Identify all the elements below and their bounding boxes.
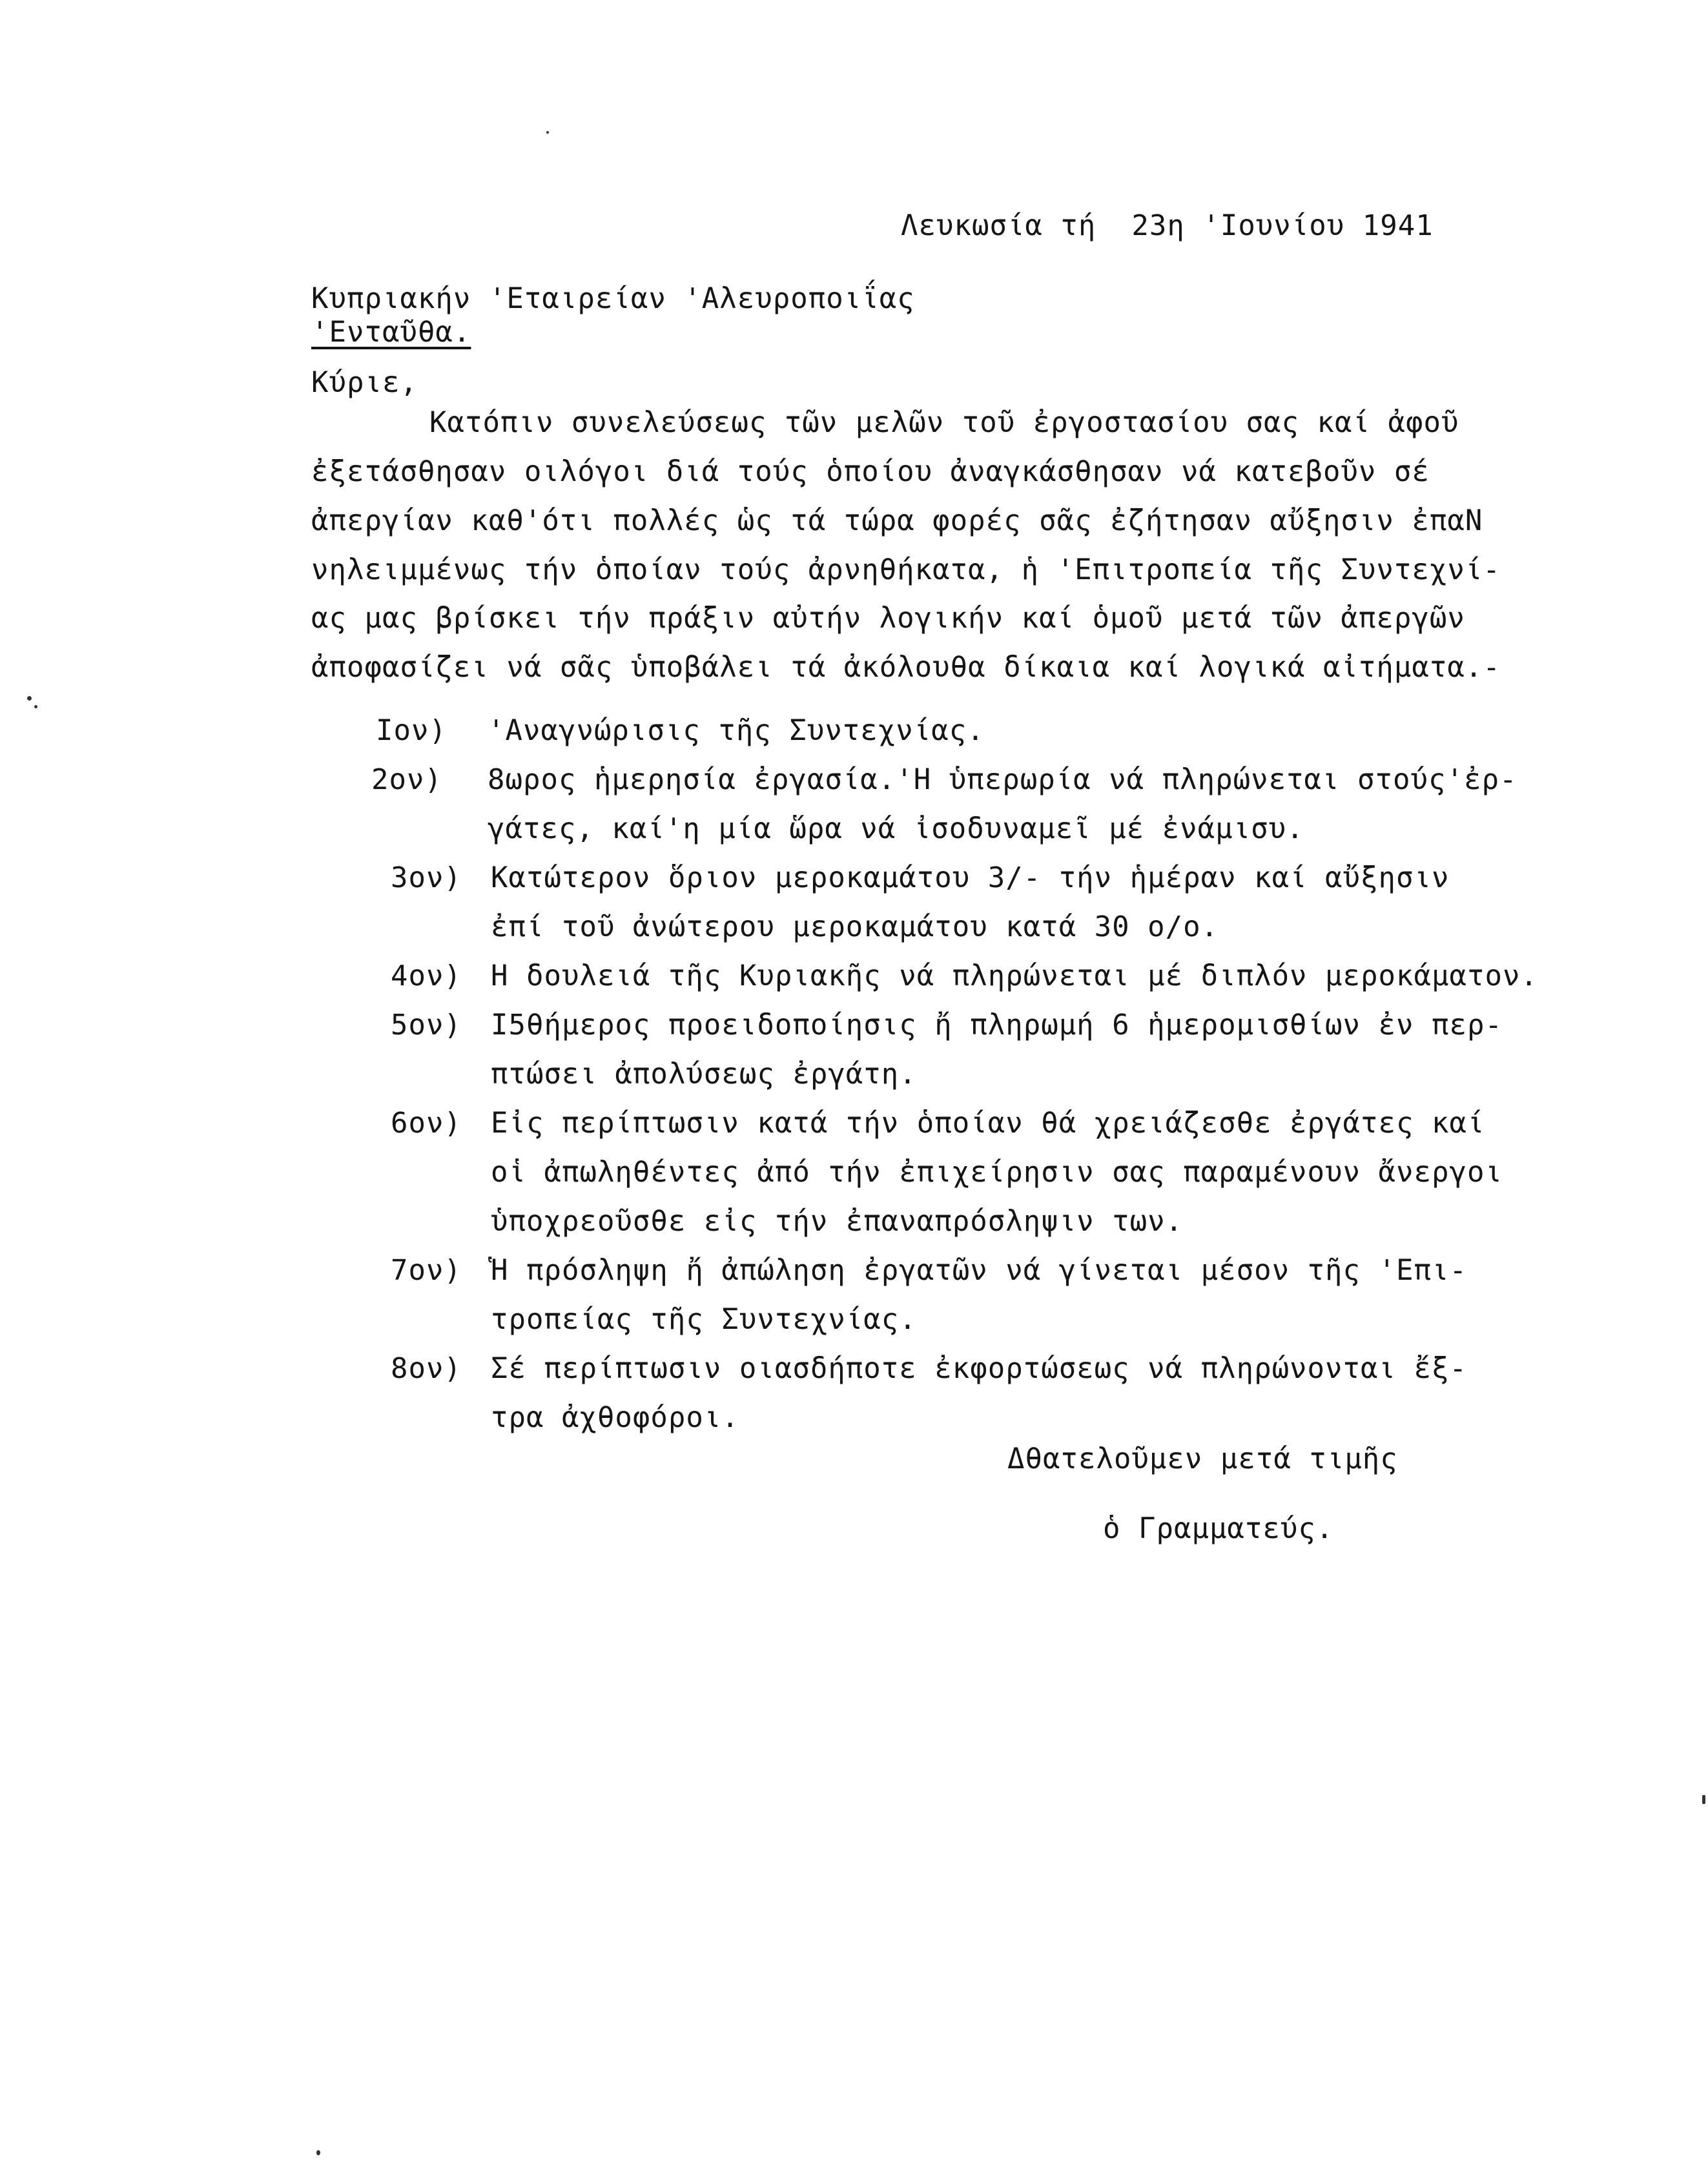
demand-number: 4ον): [391, 959, 462, 992]
scan-speck: [546, 131, 549, 134]
demand-number: 8ον): [391, 1352, 462, 1385]
recipient-line-1: Κυπριακήν 'Εταιρείαν 'Αλευροποιΐας: [311, 282, 915, 315]
demand-text: Κατώτερον ὅριον μεροκαμάτου 3/- τήν ἡμέραν καί αὔξησιν: [491, 861, 1450, 894]
demand-text: 'Αναγνώρισις τῆς Συντεχνίας.: [488, 714, 985, 747]
body-line: νηλειμμένως τήν ὁποίαν τούς ἀρνηθήκατα, ἡ 'Επιτροπεία τῆς Συντεχνί-: [311, 553, 1501, 586]
demand-text: Εἰς περίπτωσιν κατά τήν ὁποίαν θά χρειάζεσθε ἐργάτες καί: [491, 1107, 1485, 1140]
date-line: Λευκωσία τή 23η 'Ιουνίου 1941: [901, 209, 1434, 242]
body-line: ἀπεργίαν καθ'ότι πολλές ὡς τά τώρα φορές σᾶς ἐζήτησαν αὔξησιν ἐπαΝ: [311, 504, 1483, 537]
scan-speck: [1702, 1795, 1705, 1804]
demand-text: πτώσει ἀπολύσεως ἐργάτη.: [491, 1058, 917, 1091]
body-line: ας μας βρίσκει τήν πράξιν αὐτήν λογικήν καί ὁμοῦ μετά τῶν ἀπεργῶν: [311, 602, 1465, 635]
salutation: Κύριε,: [311, 366, 418, 399]
demand-text: 8ωρος ἡμερησία ἐργασία.'Η ὑπερωρία νά πληρώνεται στούς'ἐρ-: [488, 763, 1518, 796]
demand-text: ἐπί τοῦ ἀνώτερου μεροκαμάτου κατά 30 ο/ο.: [491, 910, 1219, 943]
demand-text: οἱ ἀπωληθέντες ἀπό τήν ἐπιχείρησιν σας παραμένουν ἄνεργοι: [491, 1156, 1503, 1189]
scan-speck: [316, 2150, 320, 2155]
demand-number: 3ον): [391, 861, 462, 894]
recipient-line-2: 'Ενταῦθα.: [311, 316, 471, 349]
scan-speck: [27, 696, 32, 701]
body-line: Κατόπιν συνελεύσεως τῶν μελῶν τοῦ ἐργοστασίου σας καί ἀφοῦ: [429, 406, 1459, 439]
demand-number: 6ον): [391, 1107, 462, 1140]
scan-speck: [34, 705, 37, 708]
demand-number: 2ον): [371, 763, 442, 796]
demand-text: γάτες, καί'η μία ὥρα νά ἰσοδυναμεῖ μέ ἐνάμισυ.: [488, 812, 1304, 845]
body-line: ἐξετάσθησαν οιλόγοι διά τούς ὁποίου ἀναγκάσθησαν νά κατεβοῦν σέ: [311, 455, 1430, 488]
demand-text: Η δουλειά τῆς Κυριακῆς νά πληρώνεται μέ διπλόν μεροκάματον.: [491, 959, 1538, 992]
demand-number: 7ον): [391, 1254, 462, 1287]
demand-text: τρα ἀχθοφόροι.: [491, 1401, 739, 1434]
signature-line: ὁ Γραμματεύς.: [1103, 1512, 1334, 1545]
closing-line: Δθατελοῦμεν μετά τιμῆς: [1007, 1442, 1398, 1475]
demand-text: τροπείας τῆς Συντεχνίας.: [491, 1303, 917, 1336]
demand-text: ὑποχρεοῦσθε εἰς τήν ἐπαναπρόσληψιν των.: [491, 1205, 1184, 1238]
body-line: ἀποφασίζει νά σᾶς ὑποβάλει τά ἀκόλουθα δίκαια καί λογικά αἰτήματα.-: [311, 651, 1501, 684]
demand-text: Σέ περίπτωσιν οιασδήποτε ἐκφορτώσεως νά πληρώνονται ἔξ-: [491, 1352, 1467, 1385]
demand-number: Ιον): [376, 714, 447, 747]
demand-text: Ἡ πρόσληψη ἤ ἀπώληση ἐργατῶν νά γίνεται μέσον τῆς 'Επι-: [491, 1254, 1467, 1287]
demand-text: Ι5θήμερος προειδοποίησις ἤ πληρωμή 6 ἡμερομισθίων ἐν περ-: [491, 1009, 1503, 1041]
demand-number: 5ον): [391, 1009, 462, 1041]
